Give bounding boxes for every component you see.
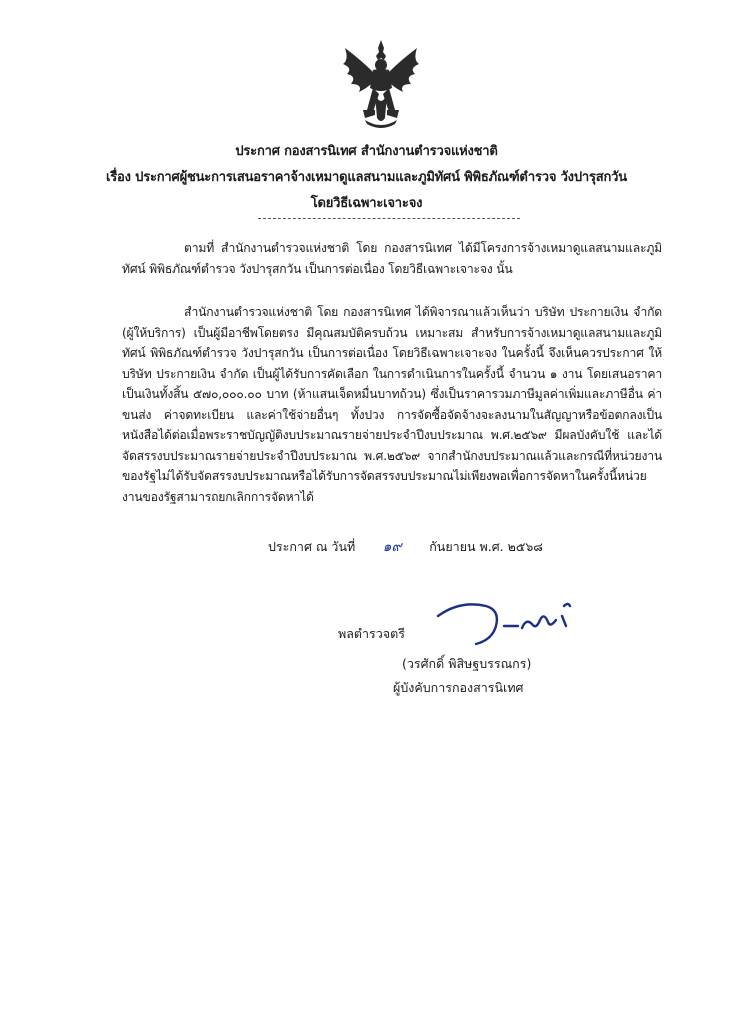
signatory-rank: พลตำรวจตรี (338, 626, 405, 641)
paragraph-1-text: ตามที่ สำนักงานตำรวจแห่งชาติ โดย กองสารนิเทศ ได้มีโครงการจ้างเหมาดูแลสนามและภูมิทัศน์ พิพิธภัณฑ์ตำรวจ วังปารุสกวัน เป็นการต่อเนื่อง โดยวิธีเฉพาะเจาะจง นั้น (122, 241, 662, 276)
paragraph-2-text: สำนักงานตำรวจแห่งชาติ โดย กองสารนิเทศ ได้พิจารณาแล้วเห็นว่า บริษัท ประกายเงิน จำกัด (ผู้ให้บริการ) เป็นผู้มีอาชีพโดยตรง มีคุณสมบัติครบถ้วน เหมาะสม สำหรับการจ้างเหมาดูแลสนามและภูมิทัศน์ พิพิธภัณฑ์ตำรวจ วังปารุสกวัน เป็นการต่อเนื่อง โดยวิธีเฉพาะเจาะจง ในครั้งนี้ จึงเห็นควรประกาศ ให้ บริษัท ประกายเงิน จำกัด เป็นผู้ได้รับการคัดเลือก ในการดำเนินการในครั้งนี้ จำนวน ๑ งาน โดยเสนอราคา เป็นเงินทั้งสิ้น ๕๗๐,๐๐๐.๐๐ บาท (ห้าแสนเจ็ดหมื่นบาทถ้วน) ซึ่งเป็นราคารวมภาษีมูลค่าเพิ่มและภาษีอื่น ค่าขนส่ง ค่าจดทะเบียน และค่าใช้จ่ายอื่นๆ ทั้งปวง การจัดซื้อจัดจ้างจะลงนามในสัญญาหรือข้อตกลงเป็นหนังสือได้ต่อเมื่อพระราชบัญญัติงบประมาณรายจ่ายประจำปีงบประมาณ พ.ศ.๒๕๖๙ มีผลบังคับใช้ และได้จัดสรรงบประมาณรายจ่ายประจำปีงบประมาณ พ.ศ.๒๕๖๙ จากสำนักงบประมาณแล้วและกรณีที่หน่วยงานของรัฐไม่ได้รับจัดสรรงบประมาณหรือได้รับการจัดสรรงบประมาณไม่เพียงพอเพื่อการจัดหาในครั้งนี้หน่วยงานของรัฐสามารถยกเลิกการจัดหาได้ (122, 305, 662, 504)
paragraph-1 (122, 238, 662, 279)
signatory-position: ผู้บังคับการกองสารนิเทศ (393, 680, 524, 695)
announcement-method: โดยวิธีเฉพาะเจาะจง (310, 196, 423, 211)
divider (258, 218, 520, 219)
announcement-date (268, 536, 543, 558)
garuda-emblem-icon (337, 38, 425, 134)
announcement-issuer: ประกาศ กองสารนิเทศ สำนักงานตำรวจแห่งชาติ (235, 144, 498, 159)
date-day: ๑๙ (382, 539, 402, 555)
date-month-year: กันยายน พ.ศ. ๒๕๖๘ (429, 539, 543, 554)
signatory-name: (วรศักดิ์ พิสิษฐบรรณกร) (402, 656, 532, 671)
paragraph-2 (122, 302, 662, 507)
handwritten-signature (426, 596, 576, 654)
announcement-subject: เรื่อง ประกาศผู้ชนะการเสนอราคาจ้างเหมาดูแลสนามและภูมิทัศน์ พิพิธภัณฑ์ตำรวจ วังปารุสกวัน (106, 170, 627, 185)
date-prefix: ประกาศ ณ วันที่ (268, 539, 356, 554)
